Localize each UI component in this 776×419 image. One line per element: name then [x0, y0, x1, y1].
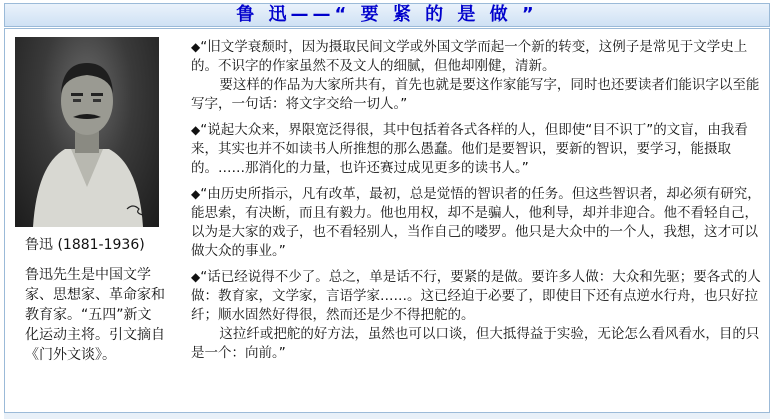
diamond-bullet-icon: ◆	[191, 40, 201, 54]
portrait-photo	[15, 37, 159, 227]
page-header	[4, 3, 770, 27]
quote-paragraph: “话已经说得不少了。总之，单是话不行，要紧的是做。要许多人做：大众和先驱；要各式的人做：教育家，文学家，言语学家……。这已经迫于必要了，即使目下还有点逆水行舟，也只好拉纤；顺水固然好得很，然而还是少不得把舵的。	[191, 269, 761, 323]
quote-paragraph: “说起大众来，界限宽泛得很，其中包括着各式各样的人，但即使“目不识丁”的文盲，由我看来，其实也并不如读书人所推想的那么愚蠢。他们是要智识，要新的智识，要学习，能摄取的。……那消化的力量，也许还赛过成见更多的读书人。”	[191, 122, 748, 176]
quote-paragraph: 这拉纤或把舵的好方法，虽然也可以口谈，但大抵得益于实验，无论怎么看风看水，目的只是一个：向前。”	[191, 326, 760, 361]
quote-item	[191, 268, 765, 363]
diamond-bullet-icon: ◆	[191, 123, 201, 137]
portrait-caption: 鲁迅 (1881-1936)	[25, 237, 145, 253]
quote-item	[191, 38, 765, 114]
bottom-strip	[4, 413, 770, 419]
content-frame	[4, 28, 770, 413]
quote-item	[191, 121, 765, 178]
diamond-bullet-icon: ◆	[191, 270, 201, 284]
page-title: 鲁 迅——“ 要 紧 的 是 做 ”	[236, 4, 538, 25]
quote-paragraph: 要这样的作品为大家所共有，首先也就是要这作家能写字，同时也还要读者们能识字以至能写字，一句话：将文字交给一切人。”	[191, 77, 760, 112]
quote-paragraph: “由历史所指示，凡有改革，最初，总是觉悟的智识者的任务。但这些智识者，却必须有研究，能思索，有决断，而且有毅力。他也用权，却不是骗人，他利导，却并非迎合。他不看轻自己，以为是大家的戏子，也不看轻别人，当作自己的喽罗。他只是大众中的一个人，我想，这才可以做大众的事业。”	[191, 186, 761, 259]
author-description: 鲁迅先生是中国文学家、思想家、革命家和教育家。“五四”新文化运动主将。引文摘自《门外文谈》。	[25, 267, 165, 363]
diamond-bullet-icon: ◆	[191, 187, 201, 201]
quote-list	[191, 38, 765, 370]
portrait-icon	[15, 37, 159, 227]
quote-item	[191, 185, 765, 261]
quote-paragraph: “旧文学衰颓时，因为摄取民间文学或外国文学而起一个新的转变，这例子是常见于文学史上的。不识字的作家虽然不及文人的细腻，但他却刚健，清新。	[191, 39, 748, 74]
